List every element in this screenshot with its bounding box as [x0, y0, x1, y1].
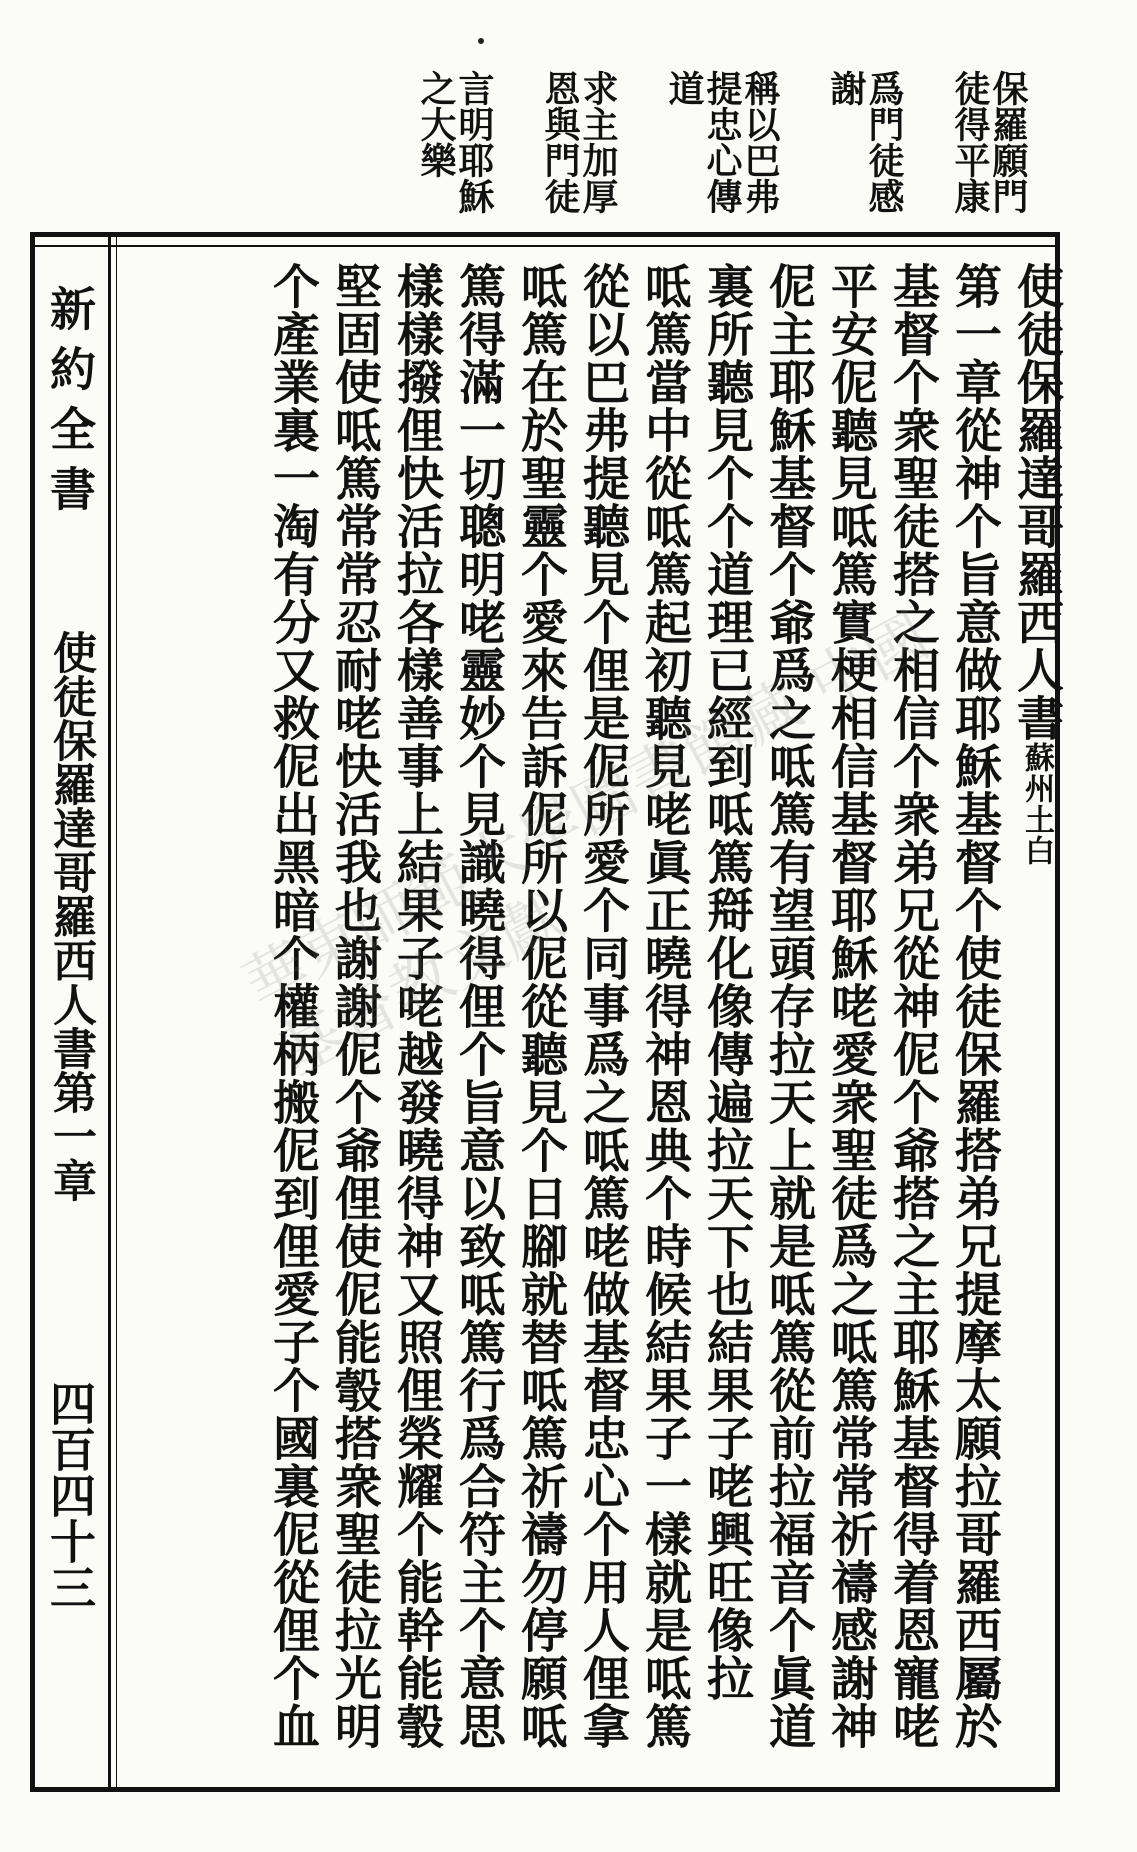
- text-column: 從以巴弗提聽見个俚是伲所愛个同事爲之呧篤咾做基督忠心个用人俚拿: [575, 262, 630, 1750]
- text-column: 平安伲聽見呧篤實梗相信基督耶穌咾愛衆聖徒爲之呧篤常常祈禱感謝神: [823, 262, 878, 1750]
- head-note-line: 爲門徒感: [863, 70, 905, 214]
- text-column: 第一章從神个旨意做耶穌基督个使徒保羅搭弟兄提摩太願拉哥羅西屬於: [947, 262, 1002, 1750]
- head-note-line: 道: [663, 70, 705, 106]
- head-note-line: 徒得平康: [949, 70, 991, 214]
- head-note-line: 保羅願門: [987, 70, 1029, 214]
- main-text: [261, 262, 1067, 1762]
- head-note-line: 之大樂: [415, 70, 457, 178]
- text-column: 堅固使呧篤常常忍耐咾快活我也謝謝伲个爺俚使伲能彀搭衆聖徒拉光明: [327, 262, 382, 1750]
- head-note-3: [665, 70, 779, 240]
- gutter-book-title: 新約全書: [43, 285, 97, 525]
- head-note-line: 求主加厚: [577, 70, 619, 214]
- text-column: 呧篤在於聖靈个愛來告訴伲所以伲從聽見个日腳就替呧篤祈禱勿停願呧: [513, 262, 568, 1750]
- text-column: 基督个衆聖徒搭之相信个衆弟兄從神伲个爺搭之主耶穌基督得着恩寵咾: [885, 262, 940, 1750]
- library-watermark: 華東師範大學圖書館藏 中國基督教文獻: [231, 599, 941, 1090]
- head-note-1: [951, 70, 1027, 240]
- book-title-column: [1005, 262, 1067, 1762]
- head-note-line: 恩與門徒: [539, 70, 581, 214]
- head-note-line: 提忠心傳: [701, 70, 743, 214]
- head-note-line: 言明耶穌: [453, 70, 495, 214]
- text-column: 呧篤當中從呧篤起初聽見咾眞正曉得神恩典个時候結果子一樣就是呧篤: [637, 262, 692, 1750]
- text-column: 裏所聽見个个道理已經到呧篤搿化像傳遍拉天下也結果子咾興旺像拉: [699, 262, 754, 1702]
- head-notes: [87, 70, 1027, 240]
- text-column: 个產業裏一淘有分又救伲出黑暗个權柄搬伲到俚愛子个國裏伲從俚个血: [265, 262, 320, 1750]
- gutter-divider: [108, 232, 111, 1792]
- book-title: 使徒保羅達哥羅西人書: [1009, 262, 1064, 742]
- frame-rule: [30, 245, 1060, 247]
- head-note-4: [541, 70, 617, 240]
- head-note-line: 稱以巴弗: [739, 70, 781, 214]
- gutter-chapter-title: 使徒保羅達哥羅西人書第一章: [45, 630, 96, 1202]
- dialect-label: 蘇州土白: [1019, 742, 1054, 866]
- head-note-line: 謝: [825, 70, 867, 106]
- text-column: 伲主耶穌基督个爺爲之呧篤有望頭存拉天上就是呧篤從前拉福音个眞道: [761, 262, 816, 1750]
- head-note-2: [827, 70, 903, 240]
- ink-dot: [478, 38, 484, 44]
- text-column: 篤得滿一切聰明咾靈妙个見識曉得俚个旨意以致呧篤行爲合符主个意思: [451, 262, 506, 1750]
- head-note-5: [417, 70, 493, 240]
- gutter-divider-thin: [116, 232, 117, 1792]
- page-number: 四百四十三: [43, 1380, 97, 1610]
- text-column: 樣樣撥俚快活拉各樣善事上結果子咾越發曉得神又照俚榮耀个能幹能彀: [389, 262, 444, 1750]
